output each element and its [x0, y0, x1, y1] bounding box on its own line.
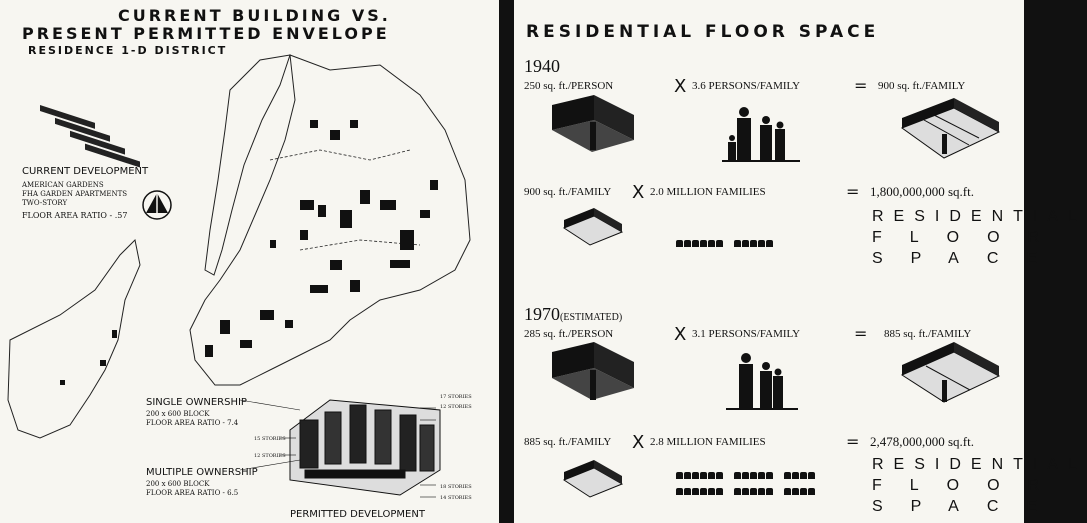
equals-icon: = — [854, 76, 868, 95]
row2-b: 2.0 MILLION FAMILIES — [650, 186, 766, 198]
map-title-line1: CURRENT BUILDING VS. — [118, 6, 391, 25]
year-1970 — [524, 304, 622, 325]
row1-b: 3.1 PERSONS/FAMILY — [692, 328, 801, 340]
year-1940: 1940 — [524, 56, 560, 76]
current-development-heading: CURRENT DEVELOPMENT — [22, 166, 149, 177]
chairs-row-icon — [676, 232, 774, 251]
family-icon — [722, 107, 800, 162]
year-note: (ESTIMATED) — [560, 312, 623, 323]
stories-label: 12 STORIES — [254, 453, 286, 459]
result-line-2: FLOOR — [872, 477, 1068, 494]
row1-c: 900 sq. ft./FAMILY — [878, 80, 966, 92]
apartment-small-icon — [564, 460, 622, 497]
left-panel-map — [0, 0, 499, 523]
row2-a: 900 sq. ft./FAMILY — [524, 186, 612, 198]
multiple-ownership-heading: MULTIPLE OWNERSHIP — [146, 467, 258, 478]
row2-b: 2.8 MILLION FAMILIES — [650, 436, 766, 448]
floor-space-title: RESIDENTIAL FLOOR SPACE — [526, 22, 880, 42]
result-line-3: SPACE — [872, 250, 1066, 267]
map-subtitle: RESIDENCE 1-D DISTRICT — [28, 44, 228, 57]
single-far: FLOOR AREA RATIO - 7.4 — [146, 419, 239, 427]
equals-icon: = — [854, 324, 868, 343]
current-line-3: TWO-STORY — [22, 199, 68, 207]
multiple-far: FLOOR AREA RATIO - 6.5 — [146, 489, 239, 497]
year-value: 1970 — [524, 304, 560, 324]
delta-symbol-icon — [143, 191, 171, 219]
equals-icon: = — [846, 182, 860, 201]
permitted-development-label: PERMITTED DEVELOPMENT — [290, 509, 425, 520]
times-icon: X — [674, 324, 687, 345]
apartment-illustration-icon — [902, 342, 999, 402]
row2-c: 1,800,000,000 sq.ft. — [870, 184, 974, 199]
times-icon: X — [674, 76, 687, 97]
chairs-grid-icon — [676, 466, 816, 498]
stories-label: 18 STORIES — [440, 484, 472, 490]
family-icon — [726, 353, 798, 410]
times-icon: X — [632, 432, 645, 453]
row1-c: 885 sq. ft./FAMILY — [884, 328, 972, 340]
result-line-1: RESIDENTIAL — [872, 456, 1087, 473]
single-block: 200 x 600 BLOCK — [146, 410, 210, 418]
current-line-1: AMERICAN GARDENS — [22, 181, 104, 189]
stories-label: 14 STORIES — [440, 495, 472, 501]
room-illustration-icon — [552, 95, 634, 152]
borough-map — [0, 0, 499, 523]
times-icon: X — [632, 182, 645, 203]
apartment-small-icon — [564, 208, 622, 245]
row1-b: 3.6 PERSONS/FAMILY — [692, 80, 801, 92]
apartment-illustration-icon — [902, 98, 999, 158]
current-line-2: FHA GARDEN APARTMENTS — [22, 190, 128, 198]
stories-label: 17 STORIES — [440, 394, 472, 400]
room-illustration-icon — [552, 342, 634, 400]
stories-label: 12 STORIES — [440, 404, 472, 410]
row1-a: 250 sq. ft./PERSON — [524, 80, 614, 92]
result-line-3: SPACE — [872, 498, 1066, 515]
single-ownership-heading: SINGLE OWNERSHIP — [146, 397, 247, 408]
equals-icon: = — [846, 432, 860, 451]
stories-label: 15 STORIES — [254, 436, 286, 442]
result-line-1: RESIDENTIAL — [872, 208, 1087, 225]
right-panel-floor-space — [514, 0, 1087, 523]
row2-a: 885 sq. ft./FAMILY — [524, 436, 612, 448]
map-title-line2: PRESENT PERMITTED ENVELOPE — [22, 24, 390, 43]
multiple-block: 200 x 600 BLOCK — [146, 480, 210, 488]
result-line-2: FLOOR — [872, 229, 1068, 246]
row2-c: 2,478,000,000 sq.ft. — [870, 434, 974, 449]
current-far: FLOOR AREA RATIO - .57 — [22, 211, 128, 220]
row1-a: 285 sq. ft./PERSON — [524, 328, 614, 340]
